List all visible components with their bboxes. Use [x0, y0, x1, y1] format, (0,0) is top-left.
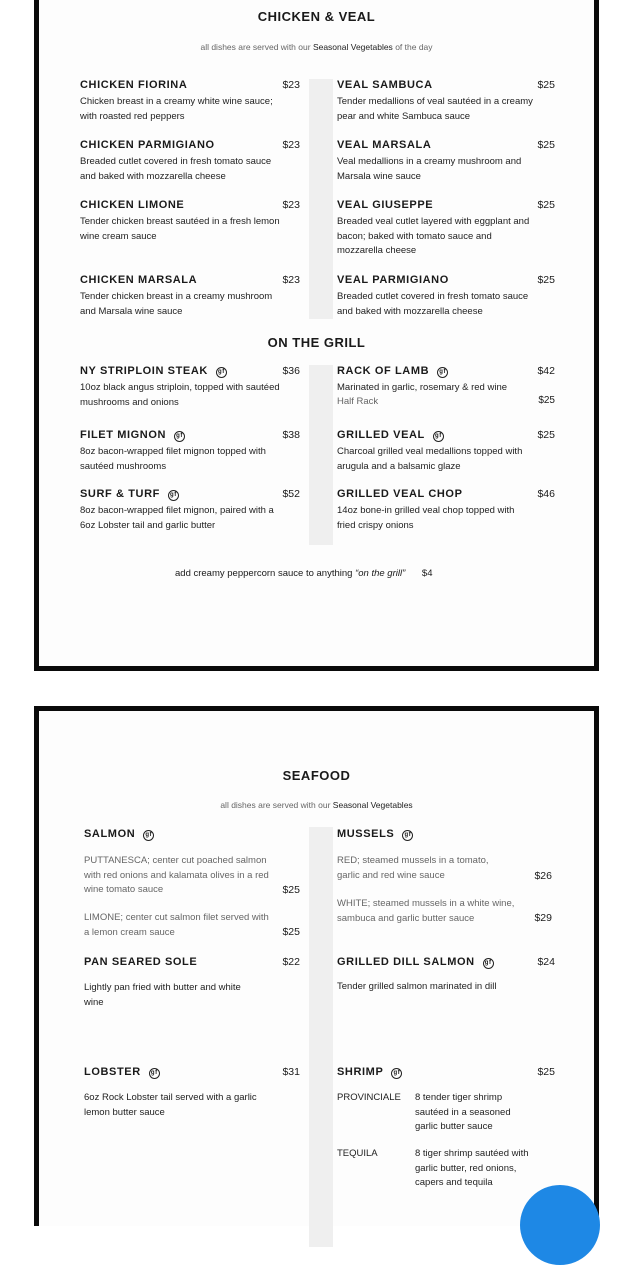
section-title-chicken-veal: CHICKEN & VEAL	[257, 9, 376, 24]
dish-price: $25	[537, 1066, 555, 1078]
dish-name: NY STRIPLOIN STEAK gf	[80, 365, 227, 378]
column-divider	[309, 827, 333, 1247]
menu-page-seafood	[34, 706, 599, 1226]
dish-name: SALMON gf	[84, 828, 154, 841]
dish-name: CHICKEN PARMIGIANO	[80, 139, 215, 151]
dish-desc: 8oz bacon-wrapped filet mignon, paired with a 6oz Lobster tail and garlic butter	[80, 505, 274, 531]
dish-price: $23	[282, 274, 300, 286]
dish-price: $25	[537, 429, 555, 441]
dish-name: RACK OF LAMB gf	[337, 365, 448, 378]
shrimp-option-desc: 8 tender tiger shrimp sautéed in a seasoned garlic butter sauce	[415, 1092, 511, 1132]
dish-name: CHICKEN LIMONE	[80, 199, 185, 211]
dish-price: $25	[282, 926, 300, 938]
section-title-grill: ON THE GRILL	[267, 335, 366, 350]
dish-name: VEAL GIUSEPPE	[337, 199, 434, 211]
dish-desc: Breaded veal cutlet layered with eggplant and bacon; baked with tomato sauce and mozzarella cheese	[337, 216, 530, 256]
dish-name: MUSSELS gf	[337, 828, 413, 841]
dish-name: CHICKEN MARSALA	[80, 274, 198, 286]
gluten-free-icon: gf	[216, 367, 227, 378]
gluten-free-icon: gf	[149, 1068, 160, 1079]
dish-desc: Breaded cutlet covered in fresh tomato sauce and baked with mozzarella cheese	[80, 156, 272, 182]
gluten-free-icon: gf	[168, 490, 179, 501]
shrimp-option-label: PROVINCIALE	[337, 1092, 401, 1103]
gluten-free-icon: gf	[174, 431, 185, 442]
dish-name: SHRIMP gf	[337, 1066, 402, 1079]
dish-price: $25	[537, 199, 555, 211]
dish-name: GRILLED VEAL gf	[337, 429, 444, 442]
dish-desc: Tender medallions of veal sautéed in a creamy pear and white Sambuca sauce	[337, 96, 533, 122]
column-divider	[309, 365, 333, 545]
dish-name: FILET MIGNON gf	[80, 429, 185, 442]
column-divider	[309, 79, 333, 319]
dish-price: $25	[282, 884, 300, 896]
dish-name: SURF & TURF gf	[80, 488, 179, 501]
dish-desc: Tender chicken breast in a creamy mushroom and Marsala wine sauce	[80, 291, 273, 317]
dish-desc: Veal medallions in a creamy mushroom and Marsala wine sauce	[337, 156, 522, 182]
section-title-seafood: SEAFOOD	[282, 768, 351, 783]
shrimp-option-desc: 8 tiger shrimp sautéed with garlic butter, red onions, capers and tequila	[415, 1148, 529, 1188]
dish-desc: 14oz bone-in grilled veal chop topped with fried crispy onions	[337, 505, 515, 531]
gluten-free-icon: gf	[437, 367, 448, 378]
dish-price: $46	[537, 488, 555, 500]
dish-desc: Marinated in garlic, rosemary & red wine	[337, 382, 508, 393]
dish-price: $25	[537, 79, 555, 91]
floating-action-button[interactable]	[520, 1185, 600, 1265]
gluten-free-icon: gf	[143, 830, 154, 841]
dish-name: VEAL MARSALA	[337, 139, 432, 151]
dish-price: $22	[282, 956, 300, 968]
section-subtitle: all dishes are served with our Seasonal Vegetables	[220, 800, 413, 810]
dish-name: GRILLED DILL SALMON gf	[337, 956, 494, 969]
dish-price: $24	[537, 956, 555, 968]
dish-desc: 8oz bacon-wrapped filet mignon topped with sautéed mushrooms	[80, 446, 266, 472]
half-rack-label: Half Rack	[337, 396, 379, 407]
mussels-option: RED; steamed mussels in a tomato, garlic and red wine sauce	[337, 855, 489, 881]
dish-price: $31	[282, 1066, 300, 1078]
grill-note: add creamy peppercorn sauce to anything “on the grill” $4	[175, 568, 433, 579]
dish-price: $26	[534, 870, 552, 882]
gluten-free-icon: gf	[391, 1068, 402, 1079]
dish-desc: 6oz Rock Lobster tail served with a garlic lemon butter sauce	[84, 1092, 257, 1118]
dish-desc: Tender grilled salmon marinated in dill	[337, 981, 497, 992]
dish-name: LOBSTER gf	[84, 1066, 160, 1079]
dish-desc: Breaded cutlet covered in fresh tomato sauce and baked with mozzarella cheese	[337, 291, 529, 317]
gluten-free-icon: gf	[433, 431, 444, 442]
gluten-free-icon: gf	[402, 830, 413, 841]
section-subtitle: all dishes are served with our Seasonal Vegetables of the day	[200, 42, 433, 52]
mussels-option: WHITE; steamed mussels in a white wine, sambuca and garlic butter sauce	[337, 898, 515, 924]
dish-price: $36	[282, 365, 300, 377]
dish-name: PAN SEARED SOLE	[84, 956, 198, 968]
dish-price: $38	[282, 429, 300, 441]
salmon-option: PUTTANESCA; center cut poached salmon with red onions and kalamata olives in a red wine tomato sauce	[84, 855, 269, 895]
dish-price: $42	[537, 365, 555, 377]
dish-desc: Tender chicken breast sautéed in a fresh lemon wine cream sauce	[80, 216, 280, 242]
dish-name: CHICKEN FIORINA	[80, 79, 188, 91]
dish-price: $29	[534, 912, 552, 924]
dish-desc: Chicken breast in a creamy white wine sauce; with roasted red peppers	[80, 96, 273, 122]
dish-price: $52	[282, 488, 300, 500]
half-rack-price: $25	[538, 395, 555, 406]
dish-name: VEAL SAMBUCA	[337, 79, 433, 91]
dish-desc: Lightly pan fried with butter and white wine	[84, 982, 241, 1008]
gluten-free-icon: gf	[483, 958, 494, 969]
dish-price: $25	[537, 274, 555, 286]
dish-price: $25	[537, 139, 555, 151]
dish-price: $23	[282, 199, 300, 211]
dish-price: $23	[282, 79, 300, 91]
shrimp-option-label: TEQUILA	[337, 1148, 378, 1159]
dish-desc: Charcoal grilled veal medallions topped with arugula and a balsamic glaze	[337, 446, 523, 472]
menu-page-chicken-grill	[34, 0, 599, 671]
dish-name: VEAL PARMIGIANO	[337, 274, 449, 286]
salmon-option: LIMONE; center cut salmon filet served with a lemon cream sauce	[84, 912, 269, 938]
dish-price: $23	[282, 139, 300, 151]
dish-desc: 10oz black angus striploin, topped with sautéed mushrooms and onions	[80, 382, 280, 408]
dish-name: GRILLED VEAL CHOP	[337, 488, 463, 500]
